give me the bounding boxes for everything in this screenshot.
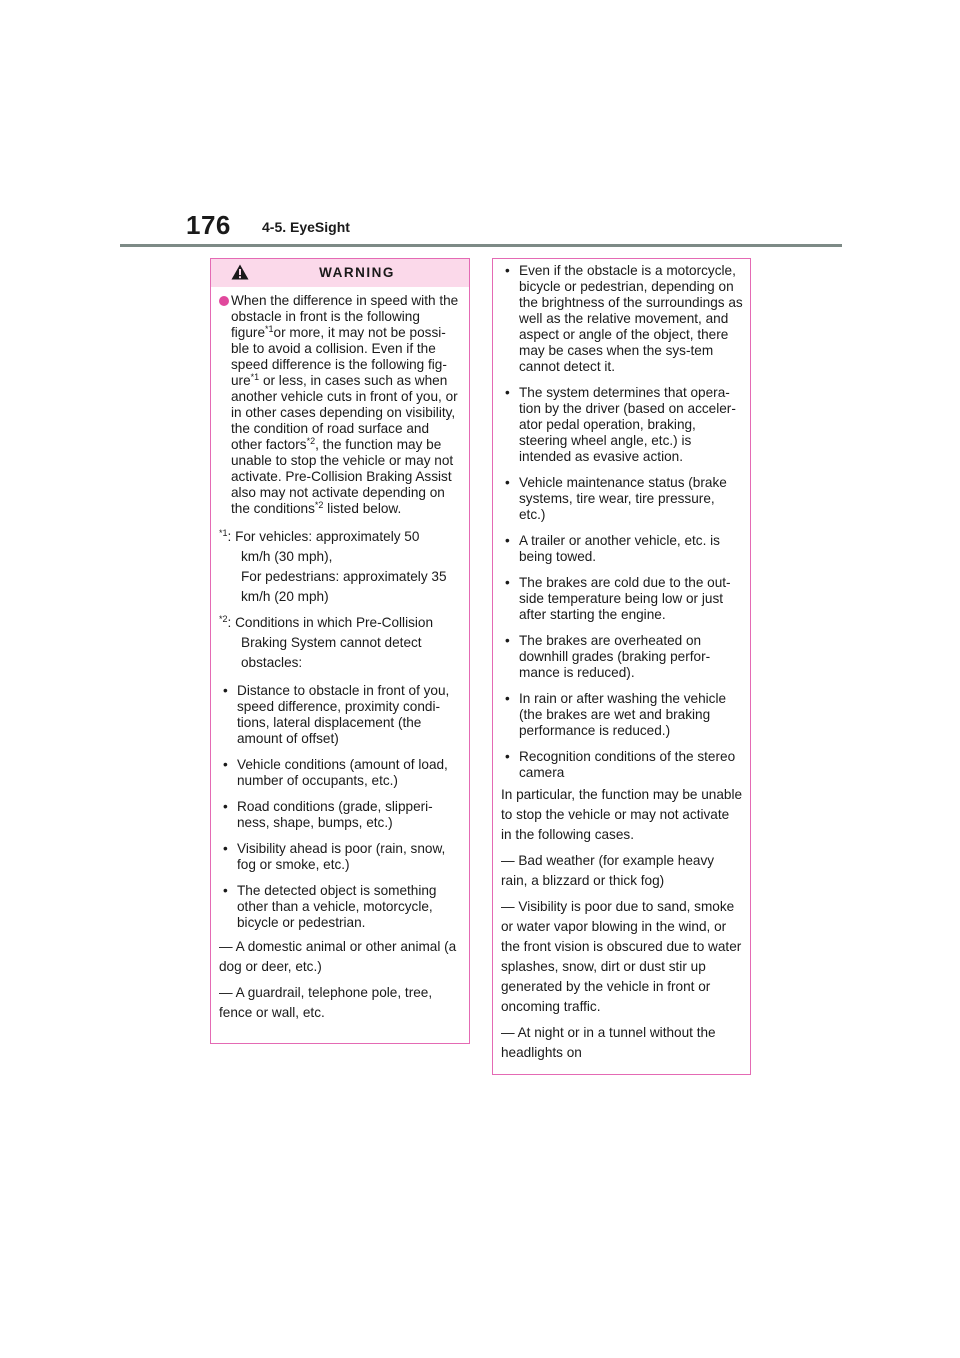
footnote-ref: *1 xyxy=(250,372,260,382)
footnote-line: Braking System cannot detect xyxy=(241,635,422,650)
sub-item: — Bad weather (for example heavy rain, a blizzard or thick fog) xyxy=(501,853,715,888)
bullet-mark: • xyxy=(223,883,228,898)
section-title: 4-5. EyeSight xyxy=(262,219,350,235)
list-item-text: The system determines that opera-tion by the driver (based on acceler-ator pedal operation, braking, steering wheel angle, etc.) is intended as evasive action. xyxy=(519,385,736,464)
list-item xyxy=(219,683,461,747)
warning-box-right xyxy=(492,258,751,1075)
list-item-text: Road conditions (grade, slipperi-ness, shape, bumps, etc.) xyxy=(237,799,433,830)
bullet-mark: • xyxy=(505,475,510,490)
footnote-marker: *2 xyxy=(219,614,228,624)
warning-text-part: or more, it may not be possi-ble to avoid a collision. Even if the speed difference is the following fig-ure xyxy=(231,325,447,388)
sub-item: — Visibility is poor due to sand, smoke or water vapor blowing in the wind, or the front vision is obscured due to water splashes, snow, dirt or dust stir up generated by the vehicle in front or oncoming traffic. xyxy=(501,899,742,1014)
warning-title: WARNING xyxy=(319,265,395,280)
page-number: 176 xyxy=(186,210,231,240)
footnote-ref: *1 xyxy=(265,324,274,334)
list-item-text: In rain or after washing the vehicle (the brakes are wet and braking performance is reduced.) xyxy=(519,691,727,738)
sub-item: — A guardrail, telephone pole, tree, fence or wall, etc. xyxy=(219,985,433,1020)
footnote-marker: *1 xyxy=(219,528,228,538)
footnote-ref: *2 xyxy=(314,500,324,510)
bullet-mark: • xyxy=(223,757,228,772)
bullet-mark: • xyxy=(223,683,228,698)
sub-item: — At night or in a tunnel without the headlights on xyxy=(501,1025,716,1060)
footnote-2 xyxy=(219,613,461,673)
list-item xyxy=(219,841,461,873)
bullet-mark: • xyxy=(505,633,510,648)
list-item-text: Vehicle maintenance status (brake systems, tire wear, tire pressure, etc.) xyxy=(519,475,727,522)
bullet-mark: • xyxy=(505,263,510,278)
list-item-text: The brakes are cold due to the out-side temperature being low or just after starting the engine. xyxy=(519,575,731,622)
list-item-text: Distance to obstacle in front of you, speed difference, proximity condi-tions, lateral displacement (the amount of offset) xyxy=(237,683,450,746)
bullet-mark: • xyxy=(505,691,510,706)
bullet-mark: • xyxy=(223,841,228,856)
warning-text-part: or less, in cases such as when another vehicle cuts in front of you, or in other cases depending on visibility, the condition of road surface and other factors xyxy=(231,373,458,452)
footnote-line: : For vehicles: approximately 50 xyxy=(227,529,420,544)
list-item xyxy=(219,799,461,831)
list-item xyxy=(219,757,461,789)
bullet-mark: • xyxy=(505,533,510,548)
footnote-line: : Conditions in which Pre-Collision xyxy=(227,615,434,630)
warning-text-part: When the difference in speed with the obstacle in front is the following figure xyxy=(231,293,459,340)
footnote-1 xyxy=(219,527,461,607)
bullet-mark: • xyxy=(505,749,510,764)
warning-box-left xyxy=(210,258,470,1044)
list-item-text: Vehicle conditions (amount of load, number of occupants, etc.) xyxy=(237,757,448,788)
bullet-mark: • xyxy=(505,385,510,400)
list-item-text: Even if the obstacle is a motorcycle, bicycle or pedestrian, depending on the brightness of the surroundings as well as the relative movement, and aspect or angle of the object, there may be cases when the sys-tem cannot detect it. xyxy=(519,263,743,374)
list-item xyxy=(501,691,743,739)
footnote-line: obstacles: xyxy=(241,655,303,670)
warning-main-paragraph xyxy=(219,293,461,517)
list-item xyxy=(501,575,743,623)
warning-header xyxy=(211,259,469,287)
list-item-text: A trailer or another vehicle, etc. is being towed. xyxy=(519,533,720,564)
list-item xyxy=(501,475,743,523)
list-item-text: Recognition conditions of the stereo camera xyxy=(519,749,736,780)
list-item xyxy=(501,533,743,565)
list-item xyxy=(501,749,743,781)
list-item xyxy=(501,633,743,681)
bullet-dot-icon xyxy=(219,296,229,306)
sub-item: — A domestic animal or other animal (a dog or deer, etc.) xyxy=(219,939,457,974)
warning-text-part: listed below. xyxy=(323,501,402,516)
header-rule xyxy=(120,244,842,247)
footnote-line: km/h (20 mph) xyxy=(241,589,329,604)
list-item xyxy=(501,385,743,465)
warning-text-part: , the function may be unable to stop the vehicle or may not activate. Pre-Collision Braking Assist also may not activate depending on the conditions xyxy=(231,437,454,516)
list-item-text: The detected object is something other than a vehicle, motorcycle, bicycle or pedestrian. xyxy=(237,883,437,930)
bullet-mark: • xyxy=(505,575,510,590)
footnote-line: For pedestrians: approximately 35 xyxy=(241,569,447,584)
list-item xyxy=(219,883,461,931)
footnote-line: km/h (30 mph), xyxy=(241,549,333,564)
list-item-text: The brakes are overheated on downhill grades (braking perfor-mance is reduced). xyxy=(519,633,711,680)
list-item xyxy=(501,263,743,375)
bullet-mark: • xyxy=(223,799,228,814)
warning-triangle-icon xyxy=(231,264,249,280)
footnote-ref: *2 xyxy=(306,436,316,446)
list-item-text: Visibility ahead is poor (rain, snow, fog or smoke, etc.) xyxy=(237,841,446,872)
paragraph: In particular, the function may be unable to stop the vehicle or may not activate in the following cases. xyxy=(501,787,743,842)
